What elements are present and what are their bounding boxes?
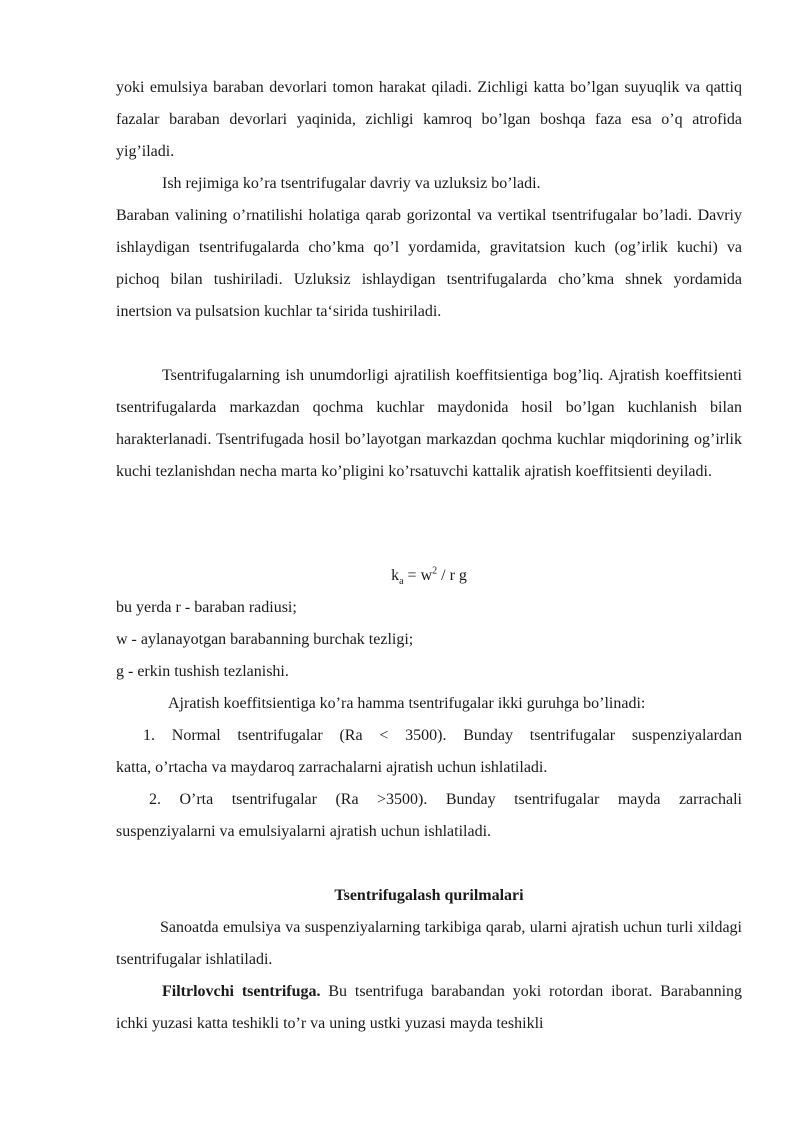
groups-intro: Ajratish koeffitsientiga ko’ra hamma tsentrifugalar ikki guruhga bo’linadi: — [168, 695, 646, 712]
paragraph-6-heading: Filtrlovchi tsentrifuga. — [162, 983, 321, 1000]
list-item-2-rest: suspenziyalarni va emulsiyalarni ajratish uchun ishlatiladi. — [116, 823, 492, 840]
list-item-1-rest: katta, o’rtacha va maydaroq zarrachalarni ajratish uchun ishlatiladi. — [116, 759, 548, 776]
paragraph-3: Baraban valining o’rnatilishi holatiga qarab gorizontal va vertikal tsentrifugalar bo’ladi. Davriy ishlaydigan tsentrifugalarda cho’kma qo’l yordamida, gravitatsion kuch (og’irlik kuchi) va pichoq bilan tushiriladi. Uzluksiz ishlaydigan tsentrifugalarda cho’kma shnek yordamida inertsion va pulsatsion kuchlar ta‘sirida tushiriladi. — [116, 207, 742, 320]
paragraph-5: Sanoatda emulsiya va suspenziyalarning tarkibiga qarab, ularni ajratish uchun turli xildagi tsentrifugalar ishlatiladi. — [116, 919, 742, 968]
formula-k: k — [391, 567, 400, 584]
formula — [116, 560, 742, 592]
section-title: Tsentrifugalash qurilmalari — [334, 887, 524, 904]
definition-r: bu yerda r - baraban radiusi; — [116, 599, 297, 616]
formula-eq: = w — [403, 567, 433, 584]
paragraph-1: yoki emulsiya baraban devorlari tomon harakat qiladi. Zichligi katta bo’lgan suyuqlik va qattiq fazalar baraban devorlari yaqinida, zichligi kamroq bo’lgan boshqa faza esa o’q atrofida yig’iladi. — [116, 79, 742, 160]
formula-rest: / r g — [437, 567, 467, 584]
paragraph-2: Ish rejimiga ko’ra tsentrifugalar davriy va uzluksiz bo’ladi. — [162, 175, 541, 192]
definition-w: w - aylanayotgan barabanning burchak tezligi; — [116, 631, 414, 648]
list-item-1-first-line: 1. Normal tsentrifugalar (Ra < 3500). Bunday tsentrifugalar suspenziyalardan — [143, 727, 742, 744]
paragraph-6 — [116, 976, 742, 1040]
formula-k-subscript: a — [399, 576, 404, 588]
paragraph-4: Tsentrifugalarning ish unumdorligi ajratilish koeffitsientiga bog’liq. Ajratish koeffitsienti tsentrifugalarda markazdan qochma kuchlar maydonida hosil bo’lgan kuchlanish bilan harakterlanadi. Tsentrifugada hosil bo’layotgan markazdan qochma kuchlar miqdorining og’irlik kuchi tezlanishdan necha marta ko’pligini ko’rsatuvchi kattalik ajratish koeffitsienti deyiladi. — [116, 367, 742, 480]
list-item-2-first-line: 2. O’rta tsentrifugalar (Ra >3500). Bunday tsentrifugalar mayda zarrachali — [149, 791, 742, 808]
formula-w-superscript: 2 — [432, 565, 438, 577]
definition-g: g - erkin tushish tezlanishi. — [116, 663, 289, 680]
paragraph-6-text: Bu tsentrifuga barabandan yoki rotordan iborat. Barabanning ichki yuzasi katta teshikli to’r va uning ustki yuzasi mayda teshikli — [116, 983, 743, 1032]
